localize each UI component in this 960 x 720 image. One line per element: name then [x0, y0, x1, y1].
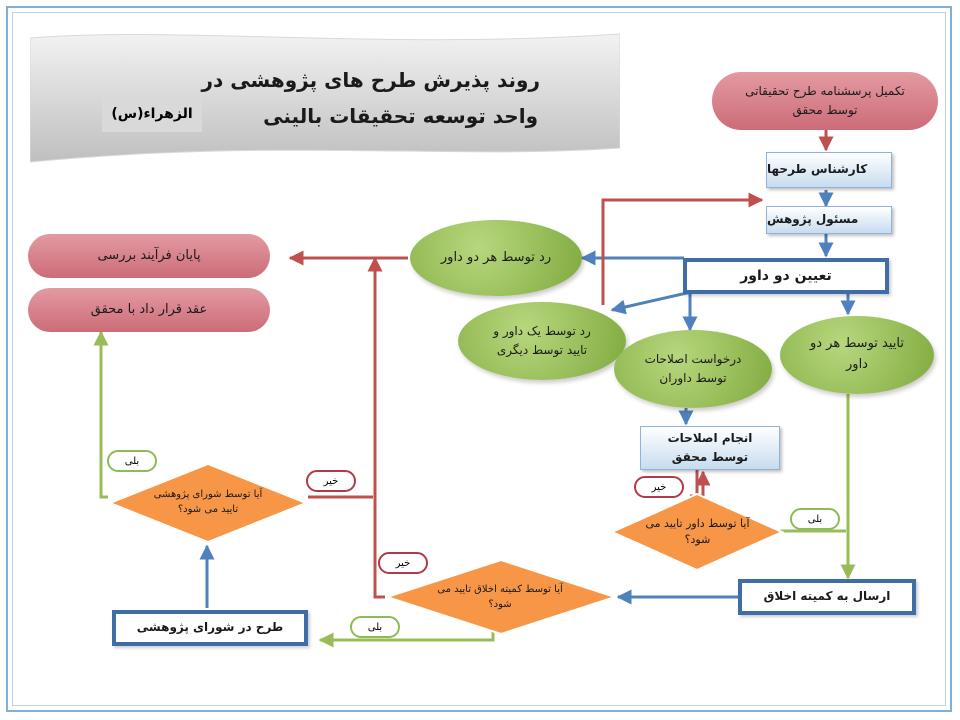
title-line-1: روند پذیرش طرح های پژوهشی در [201, 68, 540, 92]
node-apply-revisions: انجام اصلاحات توسط محقق [640, 426, 780, 470]
node-reject-both: رد توسط هر دو داور [410, 220, 582, 296]
node-council: طرح در شورای پژوهشی [112, 610, 308, 646]
node-ethics-approve-q: آیا توسط کمیته اخلاق تایید می شود؟ [437, 584, 563, 610]
node-reject-one: رد توسط یک داور و تایید توسط دیگری [458, 302, 626, 380]
node-send-ethics: ارسال به کمیته اخلاق [738, 579, 916, 615]
label-ethics-yes: بلی [350, 616, 400, 638]
node-approve-both: تایید توسط هر دو داور [780, 316, 934, 394]
arrow-council-yes [101, 332, 108, 497]
node-research-officer: مسئول پژوهش [766, 206, 892, 234]
label-referee-yes: بلی [790, 508, 840, 530]
node-start: تکمیل پرسشنامه طرح تحقیقاتی توسط محقق [712, 72, 938, 130]
node-request-revisions: درخواست اصلاحات توسط داوران [614, 330, 772, 408]
arrow-ethics-no [375, 258, 385, 597]
node-contract: عقد قرار داد با محقق [28, 288, 270, 332]
node-referee-approve-q: آیا توسط داور تایید می شود؟ [645, 516, 750, 546]
title-sub: الزهراء(س) [102, 96, 202, 132]
label-referee-no: خیر [634, 476, 684, 498]
node-end-review: پایان فرآیند بررسی [28, 234, 270, 278]
label-ethics-no: خیر [378, 552, 428, 574]
node-expert: کارشناس طرحها [766, 152, 892, 188]
node-council-approve-q: آیا توسط شورای پژوهشی تایید می شود؟ [153, 489, 263, 515]
label-council-no: خیر [306, 470, 356, 492]
label-council-yes: بلی [107, 450, 157, 472]
title-line-2: واحد توسعه تحقیقات بالینی [263, 104, 538, 128]
node-assign-referees: تعیین دو داور [683, 258, 889, 294]
